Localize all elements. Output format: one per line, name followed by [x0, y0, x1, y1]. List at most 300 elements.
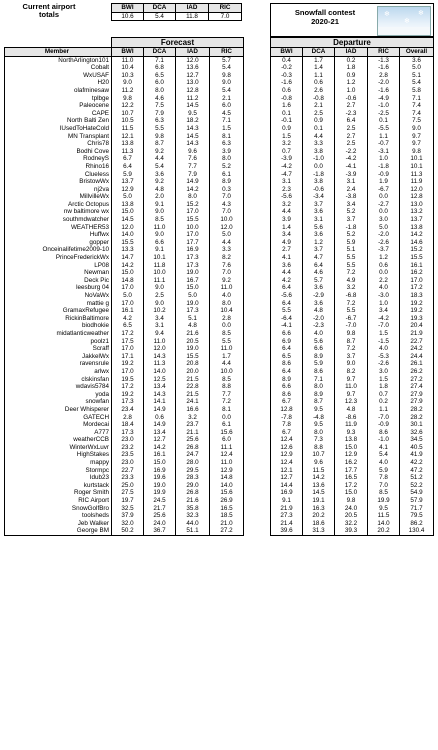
- forecast-row: [5, 201, 244, 209]
- forecast-value: 7.9: [176, 171, 210, 179]
- departure-value: 0.7: [271, 148, 303, 156]
- member-name: WxUSAF: [5, 72, 112, 80]
- forecast-row: [5, 414, 244, 422]
- forecast-header-ric: RIC: [210, 48, 244, 57]
- member-name: Chris78: [5, 140, 112, 148]
- forecast-value: 6.7: [112, 155, 144, 163]
- departure-value: 4.4: [271, 269, 303, 277]
- member-name: SnowGolfBro: [5, 505, 112, 513]
- forecast-row: [5, 163, 244, 171]
- departure-row: [271, 429, 434, 437]
- forecast-value: 4.5: [210, 110, 244, 118]
- departure-value: 14.4: [271, 482, 303, 490]
- departure-value: 19.9: [368, 497, 400, 505]
- member-name: WEATHER53: [5, 224, 112, 232]
- forecast-value: 5.4: [210, 87, 244, 95]
- forecast-value: 23.5: [112, 451, 144, 459]
- departure-header-bwi: BWI: [271, 48, 303, 57]
- departure-value: 0.9: [271, 125, 303, 133]
- departure-value: -2.9: [303, 292, 335, 300]
- departure-row: [271, 125, 434, 133]
- forecast-value: 10.7: [112, 110, 144, 118]
- forecast-value: 26.9: [210, 497, 244, 505]
- forecast-row: [5, 505, 244, 513]
- departure-value: -7.0: [368, 322, 400, 330]
- departure-value: -3.9: [335, 171, 368, 179]
- departure-row: [271, 368, 434, 376]
- forecast-value: 7.0: [210, 208, 244, 216]
- departure-value: -5.6: [271, 193, 303, 201]
- forecast-value: 0.6: [144, 414, 176, 422]
- forecast-row: [5, 345, 244, 353]
- departure-value: -2.3: [303, 322, 335, 330]
- departure-value: 8.9: [303, 391, 335, 399]
- forecast-row: [5, 398, 244, 406]
- forecast-value: 8.5: [144, 216, 176, 224]
- departure-row: [271, 117, 434, 125]
- departure-value: 31.3: [303, 527, 335, 535]
- current-value-dca: 5.4: [144, 12, 176, 21]
- overall-value: 7.1: [400, 95, 434, 103]
- forecast-value: 15.0: [176, 284, 210, 292]
- departure-table: [270, 47, 434, 536]
- departure-value: 2.2: [368, 277, 400, 285]
- departure-value: 1.1: [303, 72, 335, 80]
- member-name: Stormpc: [5, 467, 112, 475]
- departure-row: [271, 72, 434, 80]
- departure-value: 2.7: [335, 133, 368, 141]
- forecast-value: 16.1: [144, 451, 176, 459]
- departure-value: 7.2: [335, 269, 368, 277]
- forecast-value: 10.5: [112, 117, 144, 125]
- forecast-value: 12.0: [210, 224, 244, 232]
- overall-value: 52.2: [400, 482, 434, 490]
- forecast-row: [5, 474, 244, 482]
- forecast-row: [5, 429, 244, 437]
- departure-value: 8.9: [303, 353, 335, 361]
- forecast-row: [5, 315, 244, 323]
- forecast-value: 17.0: [112, 368, 144, 376]
- current-value-bwi: 10.6: [112, 12, 144, 21]
- forecast-value: 11.2: [176, 95, 210, 103]
- forecast-value: 9.1: [144, 201, 176, 209]
- forecast-value: 8.2: [210, 254, 244, 262]
- forecast-value: 23.3: [112, 474, 144, 482]
- departure-value: -6.7: [335, 315, 368, 323]
- departure-value: 9.8: [335, 497, 368, 505]
- departure-value: -4.2: [335, 155, 368, 163]
- departure-value: 0.1: [303, 125, 335, 133]
- departure-value: 4.2: [271, 277, 303, 285]
- departure-row: [271, 87, 434, 95]
- departure-value: 3.0: [368, 368, 400, 376]
- forecast-value: 4.4: [144, 155, 176, 163]
- departure-value: 4.4: [303, 133, 335, 141]
- departure-value: -1.8: [368, 163, 400, 171]
- forecast-value: 19.0: [144, 482, 176, 490]
- forecast-value: 2.1: [210, 95, 244, 103]
- forecast-value: 4.4: [210, 239, 244, 247]
- departure-value: 5.6: [303, 224, 335, 232]
- departure-row: [271, 95, 434, 103]
- forecast-value: 20.5: [176, 338, 210, 346]
- forecast-value: 15.0: [112, 269, 144, 277]
- forecast-row: [5, 216, 244, 224]
- departure-value: 8.6: [271, 360, 303, 368]
- departure-value: 16.9: [271, 489, 303, 497]
- overall-value: 12.8: [400, 193, 434, 201]
- departure-value: -6.8: [335, 292, 368, 300]
- overall-value: 47.2: [400, 467, 434, 475]
- current-label-line2: totals: [38, 10, 59, 19]
- departure-value: 8.5: [368, 489, 400, 497]
- overall-value: 9.0: [400, 125, 434, 133]
- forecast-row: [5, 436, 244, 444]
- forecast-row: [5, 497, 244, 505]
- forecast-value: 6.0: [210, 436, 244, 444]
- forecast-value: 18.4: [112, 421, 144, 429]
- departure-value: 5.5: [335, 262, 368, 270]
- departure-value: 9.7: [335, 391, 368, 399]
- forecast-value: 7.7: [176, 163, 210, 171]
- departure-row: [271, 56, 434, 64]
- forecast-value: 11.2: [112, 87, 144, 95]
- departure-value: 9.1: [271, 497, 303, 505]
- departure-value: 3.6: [303, 208, 335, 216]
- forecast-value: 17.3: [176, 254, 210, 262]
- departure-value: 9.0: [335, 360, 368, 368]
- forecast-value: 17.0: [112, 300, 144, 308]
- forecast-header-dca: DCA: [144, 48, 176, 57]
- forecast-value: 14.9: [144, 406, 176, 414]
- forecast-row: [5, 383, 244, 391]
- departure-row: [271, 459, 434, 467]
- forecast-row: [5, 277, 244, 285]
- forecast-value: 0.0: [210, 414, 244, 422]
- departure-value: 8.7: [335, 338, 368, 346]
- departure-value: 1.2: [335, 79, 368, 87]
- departure-value: 7.2: [335, 345, 368, 353]
- departure-value: 21.4: [271, 520, 303, 528]
- forecast-row: [5, 269, 244, 277]
- departure-row: [271, 345, 434, 353]
- departure-value: -2.0: [368, 79, 400, 87]
- overall-value: 21.9: [400, 330, 434, 338]
- departure-row: [271, 64, 434, 72]
- departure-value: 4.6: [303, 269, 335, 277]
- overall-value: 5.4: [400, 79, 434, 87]
- departure-value: 5.5: [335, 307, 368, 315]
- forecast-row: [5, 391, 244, 399]
- departure-value: -6.7: [368, 186, 400, 194]
- forecast-value: 44.0: [176, 520, 210, 528]
- current-value-iad: 11.8: [176, 12, 209, 21]
- forecast-value: 10.0: [144, 269, 176, 277]
- forecast-value: 5.9: [112, 171, 144, 179]
- member-name: RIC Airport: [5, 497, 112, 505]
- departure-value: 0.6: [271, 87, 303, 95]
- forecast-value: 11.3: [112, 148, 144, 156]
- member-name: Huffwx: [5, 231, 112, 239]
- forecast-value: 2.8: [112, 414, 144, 422]
- departure-value: 7.0: [368, 482, 400, 490]
- member-name: midatlanticweather: [5, 330, 112, 338]
- departure-value: 6.4: [303, 262, 335, 270]
- forecast-value: 4.3: [210, 201, 244, 209]
- overall-value: 34.5: [400, 436, 434, 444]
- forecast-value: 12.0: [112, 224, 144, 232]
- member-column-header: Member: [5, 48, 112, 57]
- departure-value: 4.7: [303, 254, 335, 262]
- departure-value: -4.2: [368, 315, 400, 323]
- departure-value: 14.5: [303, 489, 335, 497]
- forecast-row: [5, 489, 244, 497]
- departure-value: -8.6: [335, 414, 368, 422]
- member-name: Jeb Walker: [5, 520, 112, 528]
- departure-value: 6.4: [271, 284, 303, 292]
- forecast-row: [5, 520, 244, 528]
- overall-value: 28.2: [400, 406, 434, 414]
- forecast-value: 14.3: [144, 391, 176, 399]
- member-name: kurtstack: [5, 482, 112, 490]
- member-name: Onceinalifetime2009-10: [5, 246, 112, 254]
- departure-value: -3.4: [303, 193, 335, 201]
- departure-value: 3.6: [271, 262, 303, 270]
- member-name: NoVaWx: [5, 292, 112, 300]
- departure-value: 12.9: [271, 451, 303, 459]
- member-name: Roger Smith: [5, 489, 112, 497]
- departure-row: [271, 482, 434, 490]
- forecast-value: 4.0: [210, 292, 244, 300]
- departure-value: 2.5: [335, 125, 368, 133]
- member-name: Newman: [5, 269, 112, 277]
- member-name: PrinceFrederickWx: [5, 254, 112, 262]
- forecast-value: 6.5: [112, 322, 144, 330]
- overall-value: 30.1: [400, 421, 434, 429]
- departure-value: -1.3: [368, 56, 400, 64]
- departure-value: 4.4: [271, 208, 303, 216]
- forecast-value: 7.6: [210, 262, 244, 270]
- forecast-value: 32.3: [176, 512, 210, 520]
- current-label-line1: Current airport: [22, 2, 76, 11]
- departure-value: 2.7: [271, 246, 303, 254]
- departure-row: [271, 391, 434, 399]
- forecast-value: 17.7: [176, 239, 210, 247]
- departure-value: 1.8: [335, 64, 368, 72]
- departure-value: 0.0: [368, 208, 400, 216]
- departure-row: [271, 201, 434, 209]
- forecast-value: 12.0: [176, 56, 210, 64]
- forecast-row: [5, 224, 244, 232]
- departure-value: 0.9: [335, 72, 368, 80]
- forecast-value: 7.1: [144, 56, 176, 64]
- overall-value: 9.7: [400, 140, 434, 148]
- departure-value: -7.0: [368, 414, 400, 422]
- departure-value: -7.0: [335, 322, 368, 330]
- member-name: Paleocene: [5, 102, 112, 110]
- departure-value: 9.8: [335, 330, 368, 338]
- departure-value: 3.4: [271, 231, 303, 239]
- departure-row: [271, 383, 434, 391]
- departure-value: 39.6: [271, 527, 303, 535]
- current-totals-values: [112, 12, 242, 21]
- forecast-value: 13.4: [144, 429, 176, 437]
- departure-row: [271, 277, 434, 285]
- departure-value: -1.8: [335, 224, 368, 232]
- overall-value: 13.8: [400, 224, 434, 232]
- departure-value: 32.2: [335, 520, 368, 528]
- departure-value: 12.1: [271, 467, 303, 475]
- forecast-row: [5, 467, 244, 475]
- departure-value: 3.1: [303, 216, 335, 224]
- forecast-value: 16.9: [144, 467, 176, 475]
- forecast-value: 6.3: [210, 140, 244, 148]
- forecast-value: 6.8: [144, 64, 176, 72]
- forecast-value: 5.0: [112, 292, 144, 300]
- departure-header-row: [271, 48, 434, 57]
- departure-value: 2.4: [335, 186, 368, 194]
- departure-row: [271, 315, 434, 323]
- current-header-bwi: BWI: [112, 4, 144, 13]
- forecast-value: 1.7: [210, 353, 244, 361]
- departure-value: 3.7: [303, 201, 335, 209]
- forecast-value: 10.0: [210, 216, 244, 224]
- departure-row: [271, 436, 434, 444]
- departure-value: 2.1: [303, 102, 335, 110]
- forecast-value: 32.5: [112, 505, 144, 513]
- departure-value: -7.8: [271, 414, 303, 422]
- forecast-value: 9.0: [144, 231, 176, 239]
- contest-title-line2: 2020-21: [311, 17, 339, 26]
- forecast-value: 10.0: [210, 368, 244, 376]
- departure-value: 20.5: [335, 512, 368, 520]
- departure-value: 2.6: [303, 87, 335, 95]
- forecast-value: 25.0: [112, 482, 144, 490]
- overall-value: 71.7: [400, 505, 434, 513]
- departure-row: [271, 178, 434, 186]
- overall-value: 5.0: [400, 64, 434, 72]
- departure-value: 6.6: [271, 383, 303, 391]
- departure-value: 4.8: [303, 307, 335, 315]
- departure-value: 27.3: [271, 512, 303, 520]
- departure-row: [271, 163, 434, 171]
- departure-section-title: Departure: [270, 37, 434, 48]
- member-name: LP08: [5, 262, 112, 270]
- overall-value: 28.2: [400, 414, 434, 422]
- member-name: wdavis5784: [5, 383, 112, 391]
- forecast-value: 21.1: [176, 429, 210, 437]
- member-name: WinterWxLuvr: [5, 444, 112, 452]
- forecast-value: 5.4: [210, 64, 244, 72]
- departure-value: -0.9: [368, 421, 400, 429]
- departure-row: [271, 110, 434, 118]
- forecast-value: 17.3: [112, 429, 144, 437]
- forecast-value: 15.5: [176, 216, 210, 224]
- member-name: southmdwatcher: [5, 216, 112, 224]
- member-name: arlwx: [5, 368, 112, 376]
- member-name: Scraff: [5, 345, 112, 353]
- departure-value: 3.2: [271, 140, 303, 148]
- forecast-row: [5, 95, 244, 103]
- departure-row: [271, 231, 434, 239]
- forecast-value: 15.5: [176, 353, 210, 361]
- departure-value: 17.2: [335, 482, 368, 490]
- forecast-value: 3.6: [144, 171, 176, 179]
- departure-value: 5.1: [335, 246, 368, 254]
- departure-row: [271, 254, 434, 262]
- forecast-value: 14.0: [210, 482, 244, 490]
- forecast-value: 3.3: [210, 246, 244, 254]
- departure-value: 19.1: [303, 497, 335, 505]
- departure-value: 1.4: [271, 224, 303, 232]
- departure-value: 8.0: [303, 429, 335, 437]
- departure-value: 0.9: [303, 117, 335, 125]
- departure-value: 6.7: [271, 429, 303, 437]
- forecast-value: 35.8: [176, 505, 210, 513]
- member-name: mappy: [5, 459, 112, 467]
- forecast-value: 19.2: [112, 360, 144, 368]
- forecast-value: 4.2: [112, 315, 144, 323]
- departure-value: 15.0: [335, 489, 368, 497]
- forecast-value: 19.0: [176, 300, 210, 308]
- forecast-value: 4.8: [144, 186, 176, 194]
- forecast-value: 9.8: [112, 95, 144, 103]
- forecast-value: 13.0: [176, 79, 210, 87]
- forecast-row: [5, 322, 244, 330]
- forecast-header-bwi: BWI: [112, 48, 144, 57]
- forecast-value: 24.7: [176, 451, 210, 459]
- departure-value: 3.2: [335, 284, 368, 292]
- departure-value: 2.5: [303, 110, 335, 118]
- forecast-value: 1.5: [210, 125, 244, 133]
- departure-row: [271, 269, 434, 277]
- overall-value: 86.2: [400, 520, 434, 528]
- departure-value: 16.2: [335, 459, 368, 467]
- snowfall-contest-box: [270, 3, 434, 37]
- forecast-value: 17.0: [176, 208, 210, 216]
- forecast-value: 10.3: [112, 72, 144, 80]
- forecast-value: 13.3: [112, 246, 144, 254]
- forecast-row: [5, 444, 244, 452]
- forecast-value: 8.1: [210, 406, 244, 414]
- departure-value: 8.2: [335, 368, 368, 376]
- forecast-value: 20.0: [176, 368, 210, 376]
- forecast-value: 4.6: [144, 95, 176, 103]
- departure-row: [271, 414, 434, 422]
- forecast-row: [5, 406, 244, 414]
- departure-value: 7.8: [368, 474, 400, 482]
- departure-row: [271, 292, 434, 300]
- forecast-value: 5.0: [176, 292, 210, 300]
- overall-value: 5.1: [400, 72, 434, 80]
- forecast-value: 16.6: [176, 406, 210, 414]
- forecast-value: 6.4: [112, 163, 144, 171]
- member-name: poolz1: [5, 338, 112, 346]
- forecast-value: 9.8: [144, 133, 176, 141]
- forecast-value: 9.2: [144, 178, 176, 186]
- overall-value: 7.5: [400, 117, 434, 125]
- forecast-value: 8.0: [144, 87, 176, 95]
- forecast-value: 32.0: [112, 520, 144, 528]
- forecast-value: 8.0: [176, 193, 210, 201]
- member-name: biodhokie: [5, 322, 112, 330]
- forecast-row: [5, 208, 244, 216]
- forecast-value: 23.7: [176, 421, 210, 429]
- departure-value: 5.4: [368, 451, 400, 459]
- overall-value: 11.9: [400, 178, 434, 186]
- member-name: North Balti Zen: [5, 117, 112, 125]
- forecast-row: [5, 284, 244, 292]
